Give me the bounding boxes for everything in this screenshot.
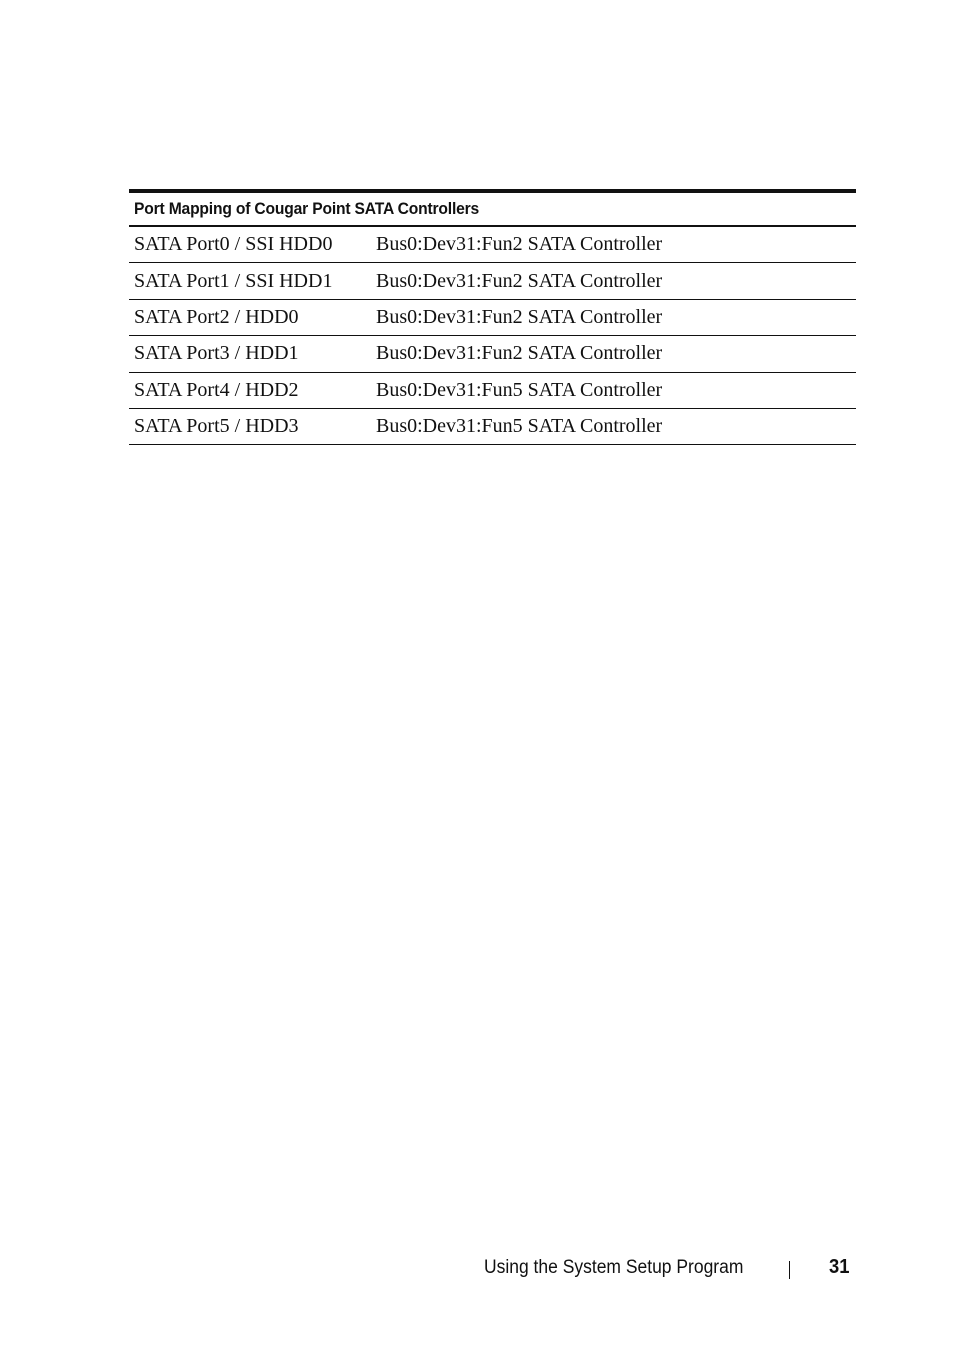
controller-cell: Bus0:Dev31:Fun2 SATA Controller	[376, 342, 663, 365]
table-row	[129, 300, 856, 336]
port-cell: SATA Port3 / HDD1	[134, 342, 299, 365]
table-row	[129, 373, 856, 409]
footer-section-title: Using the System Setup Program	[484, 1257, 744, 1278]
footer-divider	[789, 1261, 790, 1279]
page-number: 31	[829, 1256, 850, 1278]
table-title: Port Mapping of Cougar Point SATA Controllers	[134, 199, 480, 218]
page-footer	[0, 1254, 954, 1284]
table-row	[129, 263, 856, 299]
controller-cell: Bus0:Dev31:Fun2 SATA Controller	[376, 305, 663, 328]
port-cell: SATA Port1 / SSI HDD1	[134, 269, 333, 292]
port-mapping-table	[129, 189, 856, 445]
table-row	[129, 409, 856, 445]
controller-cell: Bus0:Dev31:Fun2 SATA Controller	[376, 233, 663, 256]
controller-cell: Bus0:Dev31:Fun5 SATA Controller	[376, 378, 663, 401]
port-cell: SATA Port5 / HDD3	[134, 415, 299, 438]
controller-cell: Bus0:Dev31:Fun2 SATA Controller	[376, 269, 663, 292]
controller-cell: Bus0:Dev31:Fun5 SATA Controller	[376, 415, 663, 438]
port-cell: SATA Port4 / HDD2	[134, 378, 299, 401]
port-cell: SATA Port0 / SSI HDD0	[134, 233, 333, 256]
table-title-row	[129, 193, 856, 227]
port-cell: SATA Port2 / HDD0	[134, 305, 299, 328]
table-row	[129, 336, 856, 372]
table-row	[129, 227, 856, 263]
